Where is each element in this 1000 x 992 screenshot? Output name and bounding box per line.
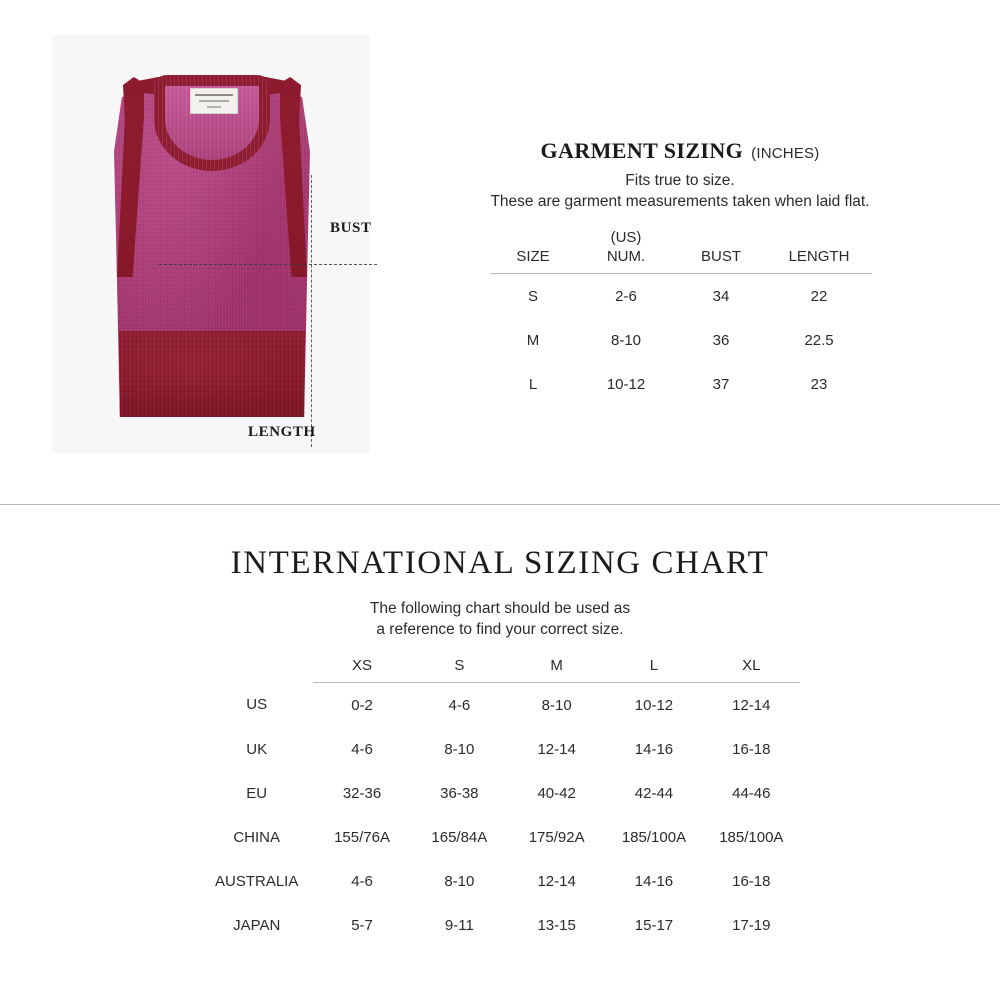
- international-cell: 0-2: [351, 696, 373, 714]
- garment-title-line: [420, 138, 940, 164]
- international-table-header-row: [200, 657, 800, 683]
- garment-sizing-table: [490, 228, 872, 406]
- table-row: [200, 683, 800, 728]
- garment-cell-length: 23: [810, 375, 828, 393]
- international-cell: 44-46: [732, 784, 771, 802]
- international-cell: 15-17: [634, 916, 674, 934]
- garment-header-num-text: NUM.: [606, 248, 646, 265]
- international-region-label: CHINA: [233, 828, 281, 846]
- garment-sizing-units: (INCHES): [751, 145, 820, 162]
- international-cell: 10-12: [634, 696, 674, 714]
- bust-measurement-label: BUST: [330, 220, 372, 236]
- garment-cell-bust: 36: [712, 331, 730, 349]
- garment-subtitle-line-1: Fits true to size.: [625, 172, 735, 189]
- garment-header-us-prefix: (US): [610, 229, 642, 246]
- garment-header-length: LENGTH: [766, 228, 872, 274]
- table-row: [200, 903, 800, 947]
- garment-cell-size: L: [528, 375, 538, 393]
- garment-cell-bust: 34: [712, 287, 730, 305]
- international-cell: 4-6: [351, 872, 373, 890]
- international-subtitle: [0, 598, 1000, 640]
- international-cell: 8-10: [444, 740, 475, 758]
- vest-hem-band: [114, 331, 310, 417]
- international-sizing-section: [0, 505, 1000, 992]
- international-cell: 8-10: [541, 696, 572, 714]
- table-row: [200, 771, 800, 815]
- length-measurement-label: LENGTH: [248, 424, 316, 440]
- international-region-label: JAPAN: [233, 916, 281, 934]
- garment-cell-size: M: [526, 331, 540, 349]
- international-cell: 165/84A: [431, 828, 488, 846]
- international-header-l: L: [605, 657, 702, 683]
- international-sizing-title: INTERNATIONAL SIZING CHART: [230, 545, 770, 581]
- garment-cell-length: 22: [810, 287, 828, 305]
- garment-cell-size: S: [527, 287, 538, 305]
- international-cell: 175/92A: [528, 828, 585, 846]
- international-region-label: EU: [246, 784, 268, 802]
- international-header-corner: [200, 657, 313, 683]
- garment-header-size: SIZE: [490, 228, 576, 274]
- garment-cell-bust: 37: [712, 375, 730, 393]
- brand-care-label: [190, 88, 238, 114]
- international-cell: 36-38: [440, 784, 479, 802]
- international-cell: 40-42: [537, 784, 576, 802]
- international-cell: 16-18: [732, 872, 771, 890]
- garment-cell-length: 22.5: [804, 331, 834, 349]
- length-measurement-line: [311, 175, 312, 447]
- international-region-label: US: [246, 696, 268, 714]
- international-region-label: AUSTRALIA: [215, 872, 299, 890]
- international-cell: 4-6: [351, 740, 373, 758]
- garment-subtitle-line-2: These are garment measurements taken when laid flat.: [490, 193, 870, 210]
- garment-sizing-title: GARMENT SIZING: [540, 138, 744, 163]
- international-header-xl: XL: [703, 657, 800, 683]
- international-cell: 12-14: [537, 872, 576, 890]
- international-cell: 17-19: [732, 916, 771, 934]
- international-cell: 12-14: [732, 696, 771, 714]
- bust-measurement-line: [159, 264, 377, 265]
- international-cell: 9-11: [444, 916, 474, 934]
- garment-table-header-row: [490, 228, 872, 274]
- international-header-xs: XS: [313, 657, 410, 683]
- international-cell: 32-36: [342, 784, 382, 802]
- international-cell: 185/100A: [719, 828, 784, 846]
- international-cell: 4-6: [448, 696, 471, 714]
- vest-illustration: [114, 77, 310, 417]
- international-cell: 12-14: [537, 740, 576, 758]
- international-cell: 16-18: [732, 740, 771, 758]
- international-header-m: M: [508, 657, 605, 683]
- table-row: [490, 362, 872, 406]
- garment-cell-num: 10-12: [606, 375, 646, 393]
- international-cell: 13-15: [537, 916, 576, 934]
- international-region-label: UK: [246, 740, 268, 758]
- international-cell: 14-16: [634, 740, 674, 758]
- table-row: [200, 815, 800, 859]
- international-cell: 185/100A: [621, 828, 687, 846]
- garment-photo-panel: [52, 35, 370, 453]
- garment-header-num: [576, 228, 676, 274]
- table-row: [200, 727, 800, 771]
- table-row: [200, 859, 800, 903]
- international-sizing-table: [200, 657, 800, 947]
- international-cell: 8-10: [444, 872, 475, 890]
- garment-header-bust: BUST: [676, 228, 766, 274]
- table-row: [490, 274, 872, 319]
- international-cell: 155/76A: [334, 828, 390, 846]
- table-row: [490, 318, 872, 362]
- international-header-s: S: [411, 657, 508, 683]
- garment-cell-num: 2-6: [615, 287, 637, 305]
- international-cell: 14-16: [634, 872, 674, 890]
- international-subtitle-line-2: a reference to find your correct size.: [376, 621, 624, 638]
- international-cell: 5-7: [351, 916, 373, 934]
- garment-sizing-header: [420, 138, 940, 212]
- international-subtitle-line-1: The following chart should be used as: [369, 600, 631, 617]
- garment-cell-num: 8-10: [610, 331, 642, 349]
- international-cell: 42-44: [634, 784, 674, 802]
